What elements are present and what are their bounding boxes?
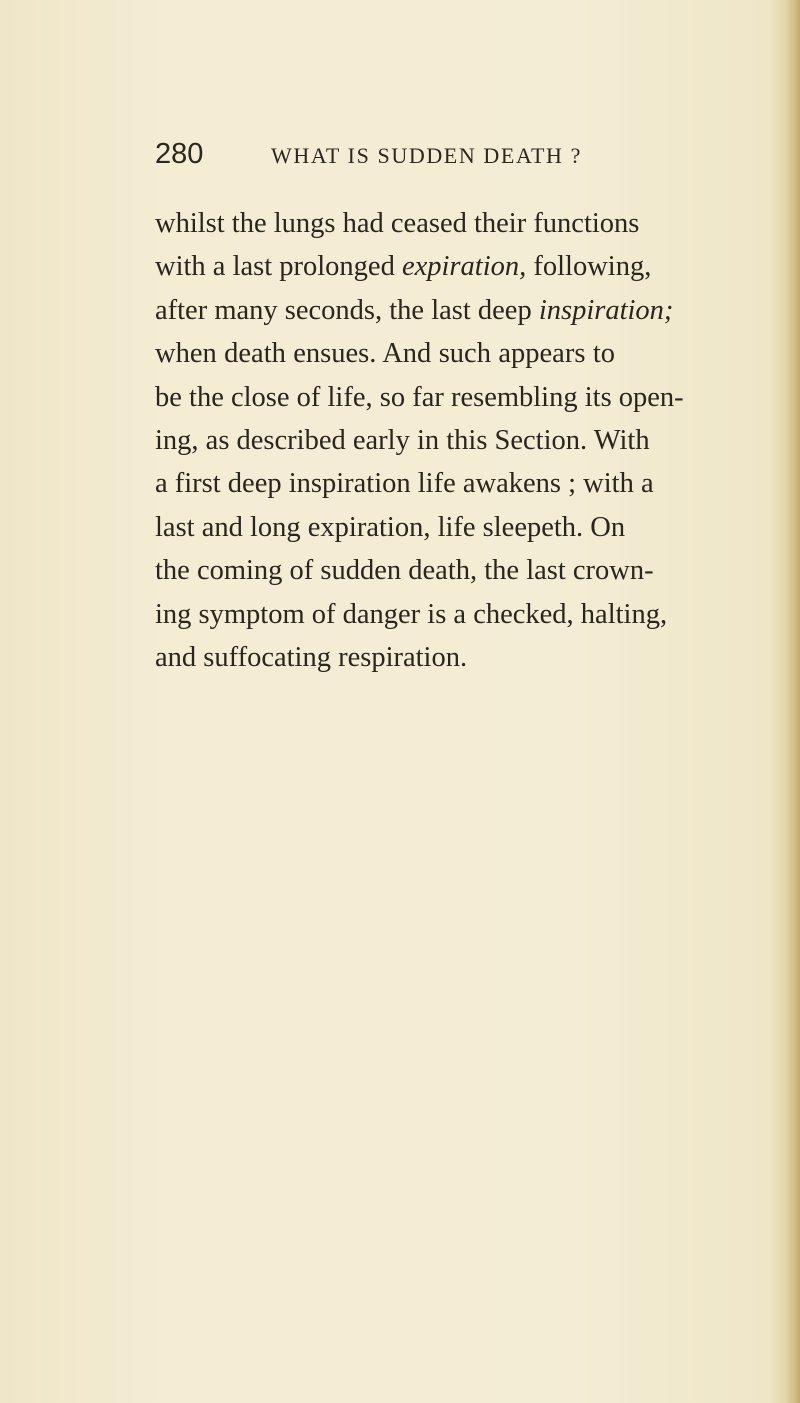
text-line: when death ensues. And such appears to: [155, 338, 615, 370]
italic-term: expiration,: [401, 251, 527, 283]
text-line: ing symptom of danger is a checked, halting,: [155, 598, 668, 630]
text-line: last and long expiration, life sleepeth. On: [155, 511, 626, 543]
page-edge: [786, 0, 800, 1403]
body-paragraph: [155, 202, 684, 679]
text-line: with a last prolonged expiration, following,: [155, 251, 652, 283]
text-line: the coming of sudden death, the last crown-: [155, 555, 654, 587]
text-line: be the close of life, so far resembling its open-: [155, 381, 684, 413]
page-number: 280: [155, 138, 204, 170]
text-line: after many seconds, the last deep inspiration;: [155, 294, 674, 326]
text-line: ing, as described early in this Section. With: [155, 424, 650, 456]
page-header: [155, 138, 655, 178]
italic-term: inspiration;: [538, 294, 674, 326]
text-line: and suffocating respiration.: [155, 641, 468, 673]
running-head: WHAT IS SUDDEN DEATH ?: [271, 143, 582, 168]
text-line: a first deep inspiration life awakens ; with a: [155, 468, 654, 500]
text-line: whilst the lungs had ceased their functions: [155, 208, 640, 239]
